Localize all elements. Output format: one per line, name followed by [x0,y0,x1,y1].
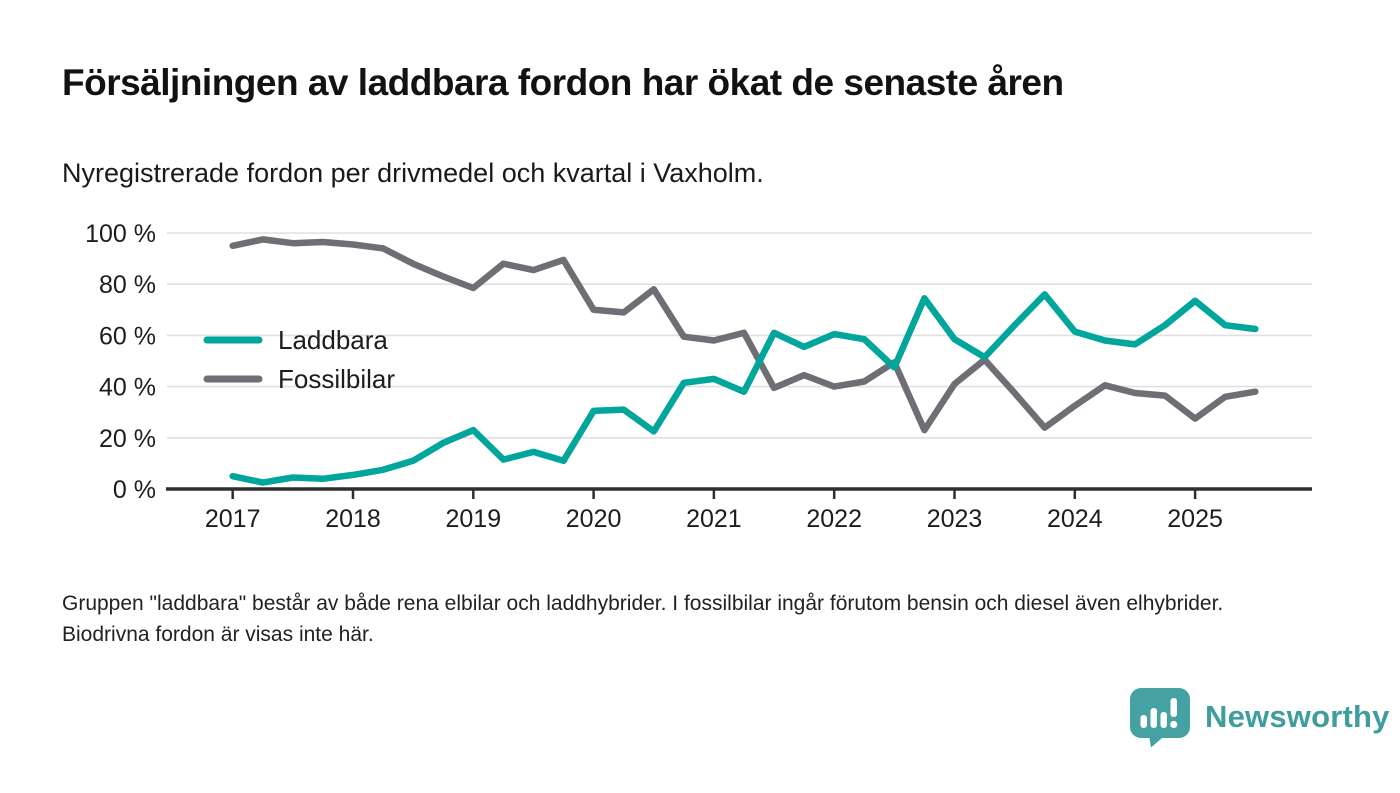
page-title: Försäljningen av laddbara fordon har ökat de senaste åren [62,62,1064,103]
y-tick-label: 80 % [99,271,156,300]
x-tick-label: 2022 [806,505,863,533]
x-tick-label: 2019 [445,505,502,533]
newsworthy-logo-icon [1128,686,1192,748]
y-tick-label: 20 % [99,424,156,453]
x-tick-label: 2017 [204,505,261,533]
y-tick-label: 100 % [85,220,156,248]
x-tick-label: 2021 [686,505,742,533]
x-tick-label: 2020 [565,505,622,533]
y-tick-label: 40 % [99,373,156,402]
chart-subtitle: Nyregistrerade fordon per drivmedel och kvartal i Vaxholm. [62,158,764,188]
x-tick-label: 2023 [926,505,983,533]
newsworthy-logo-text: Newsworthy [1205,699,1390,734]
line-chart [0,205,1400,550]
legend-label-fossilbilar: Fossilbilar [278,364,396,394]
x-axis [166,489,1312,499]
series-lines [233,239,1256,482]
chart-footnote: Gruppen "laddbara" består av både rena elbilar och laddhybrider. I fossilbilar ingår förutom bensin och diesel även elhybrider. Biodrivna fordon är visas inte här. [62,592,1224,646]
x-tick-label: 2024 [1046,505,1103,533]
x-tick-label: 2018 [325,505,381,533]
y-tick-label: 60 % [99,322,156,351]
legend-label-laddbara: Laddbara [278,325,388,355]
x-tick-label: 2025 [1167,505,1223,533]
newsworthy-brand [1128,686,1390,748]
y-tick-label: 0 % [112,476,156,504]
